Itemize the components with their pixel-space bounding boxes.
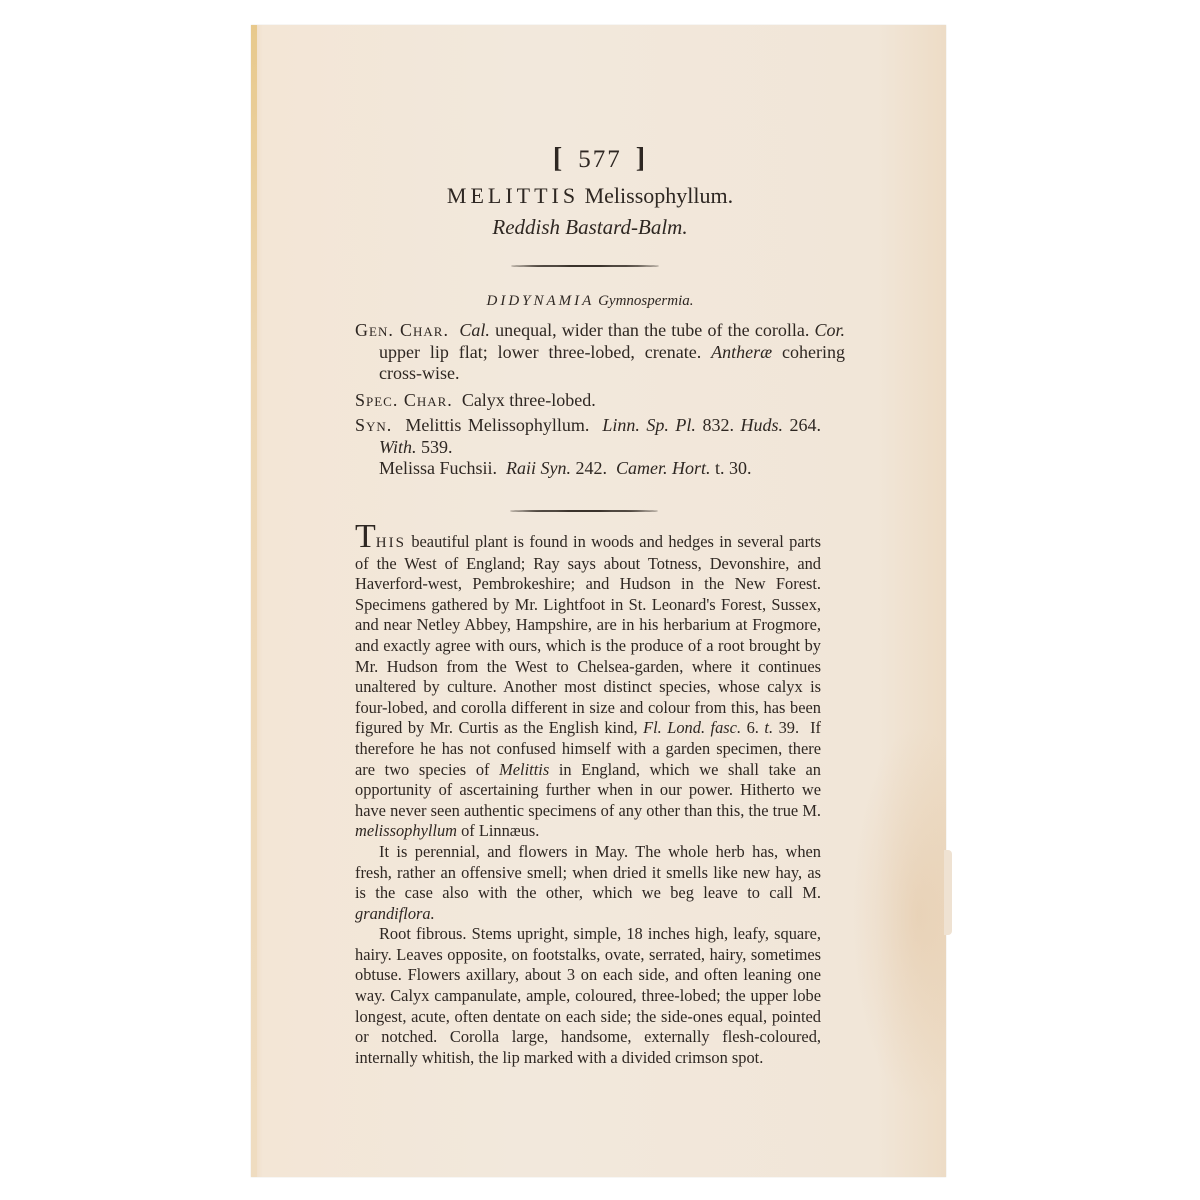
syn-ref: With. [379,436,417,457]
body-text [355,518,821,1068]
paragraph [355,842,821,924]
divider-rule [511,265,659,267]
syn-ref-num: 264. [789,415,821,435]
specific-character [355,390,821,412]
cal-text: unequal, wider than the tube of the corolla. [495,320,810,340]
spec-char-text: Calyx three-lobed. [461,390,596,410]
syn-name: Melittis Melissophyllum. [405,415,590,435]
common-name: Reddish Bastard-Balm. [492,215,688,239]
syn-label: Syn. [355,415,393,435]
paragraph-text: It is perennial, and flowers in May. The whole herb has, when fresh, rather an offensive smell; when dried it smells like new hay, as is the case also with the other, which we beg leave to call M. [355,841,821,903]
syn-ref: Raii Syn. [506,458,572,478]
cor-text: upper lip flat; lower three-lobed, crenate. [379,341,702,362]
page-title [360,183,820,209]
species-italic: melissophyllum [355,821,457,841]
syn-ref-num: 832. [702,415,734,435]
reference: Fl. Lond. fasc. [643,718,742,738]
divider-rule [510,510,658,512]
small-caps-lead: HIS [375,535,406,551]
spec-char-label: Spec. Char. [355,390,453,410]
bracket-left: [ [552,143,565,174]
syn-ref: Camer. Hort. [616,458,711,478]
syn-ref: Huds. [740,415,783,435]
gen-char-label: Gen. Char. [355,320,449,340]
synonym-entry [355,415,821,458]
paragraph-text: in England, which we shall take an opportunity of ascertaining further when in our power. Hitherto we have never seen authentic specimens of any other than this, the true M. [355,759,821,820]
foxing-stain [851,725,946,1105]
cal-label: Cal. [459,320,490,340]
syn-ref-num: 242. [575,458,608,478]
syn-name: Melissa Fuchsii. [379,458,498,478]
species-italic: grandiflora. [355,903,435,923]
drop-cap: T [355,518,376,555]
bracket-right: ] [635,143,648,174]
syn-ref-num: t. 30. [715,458,752,478]
page-edge-tear [944,850,952,935]
anth-label: Antheræ [711,341,773,362]
syn-ref: Linn. Sp. Pl. [602,415,696,435]
synonyms [355,415,821,480]
paragraph-text: beautiful plant is found in woods and hedges in several parts of the West of England; Ray says about Totness, Devonshire, and Haverford-west, Pembrokeshire; and Hudson in the New Forest. Specimens gathered by Mr. Lightfoot in St. Leonard's Forest, Sussex, and near Netley Abbey, Hampshire, are in his herbarium at Frogmore, and exactly agree with ours, which is the produce of a root brought by Mr. Hudson from the West to Chelsea-garden, where it continues unaltered by culture. Another most distinct species, whose calyx is four-lobed, and corolla different in size and colour from this, has been figured by Mr. Curtis as the English kind, [355,532,821,738]
cor-label: Cor. [814,320,846,340]
classification-line [360,293,820,310]
generic-character [355,320,845,385]
synonym-entry [355,458,821,480]
genus-italic: Melittis [499,759,550,779]
reference-num: 39. [778,718,800,738]
page-number-value: 577 [578,146,622,173]
anth-text: cohering cross-wise. [379,341,846,383]
paragraph-text: If therefore he has not confused himself with a garden specimen, there are two species of [355,718,821,779]
reference-num: 6. [746,718,759,738]
paragraph-text: of Linnæus. [461,821,540,841]
syn-ref-num: 539. [421,436,453,457]
paragraph [355,518,821,842]
class-name: DIDYNAMIA [486,293,595,309]
species-name: Melissophyllum. [584,183,734,208]
page-number [0,143,1200,175]
order-name: Gymnospermia. [598,293,694,309]
genus-name: MELITTIS [446,183,580,208]
paragraph: Root fibrous. Stems upright, simple, 18 inches high, leafy, square, hairy. Leaves opposite, on footstalks, ovate, serrated, hairy, sometimes obtuse. Flowers axillary, about 3 on each side, and often leaning one way. Calyx campanulate, ample, coloured, three-lobed; the upper lobe longest, acute, often dentate on each side; the side-ones equal, pointed or notched. Corolla large, handsome, externally flesh-coloured, internally whitish, the lip marked with a divided crimson spot. [355,924,821,1067]
reference: t. [764,718,774,738]
